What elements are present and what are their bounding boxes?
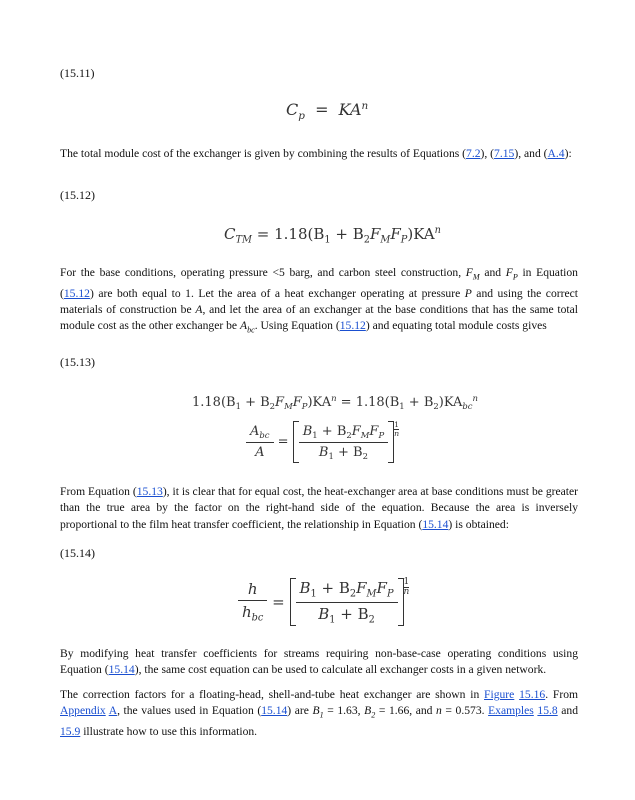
link-eq-a-4[interactable]: A.4 bbox=[547, 147, 565, 160]
link-eq-15-13[interactable]: 15.13 bbox=[136, 485, 163, 498]
equation-number-15-12: (15.12) bbox=[60, 188, 95, 202]
link-appendix-a[interactable]: A bbox=[108, 704, 118, 718]
paragraph-base-conditions: For the base conditions, operating pressure <5 barg, and carbon steel construction, $F_M$ and $F_P$ in Equation (15.12) are both equal to 1. Let the area of a heat exchanger operating at pressure P and using the correct materials of construction be A, and let the area of an exchanger at the base conditions that has the same total module cost as the other exchanger be $A_{bc}$. Using Equation (15.12) and equating total module costs gives bbox=[60, 266, 579, 335]
link-eq-15-12-second[interactable]: 15.12 bbox=[339, 319, 366, 333]
equation-15-12: $C_{TM} = 1.18(B_1 + B_2F_MF_P)KA^n$ bbox=[224, 225, 441, 246]
exponent-1-over-n: $\frac{1}{n}$ bbox=[403, 577, 410, 597]
equation-number-15-14: (15.14) bbox=[60, 546, 95, 560]
paragraph-total-module-cost: The total module cost of the exchanger is given by combining the results of Equations (7.2), (7.15), and (A.4): bbox=[60, 147, 572, 160]
link-figure[interactable]: Figure bbox=[484, 688, 515, 701]
link-appendix[interactable]: Appendix bbox=[60, 704, 106, 718]
link-example-15-8[interactable]: 15.8 bbox=[537, 704, 558, 718]
area-ratio-fraction: $\frac{A_{bc}}{A}$ bbox=[246, 424, 274, 460]
coefficient-ratio-fraction: $\frac{h}{h_{bc}}$ bbox=[238, 580, 267, 623]
equation-15-13-line2: $\frac{A_{bc}}{A}$ = $\frac{B_1 + B_2F_MF_P}{B_1 + B_2}$ $\frac{1}{n}$ bbox=[246, 421, 399, 463]
equation-15-14: $\frac{h}{h_{bc}}$ = $\frac{B_1 + B_2F_MF_P}{B_1 + B_2}$ $\frac{1}{n}$ bbox=[238, 578, 409, 626]
link-eq-7-15[interactable]: 7.15 bbox=[494, 147, 515, 160]
link-eq-15-14-second[interactable]: 15.14 bbox=[108, 663, 135, 677]
equation-15-13-line1: $1.18(B_1 + B_2F_MF_P)KA^n = 1.18(B_1 + B_2)KA_{bc}^n$ bbox=[192, 393, 478, 412]
paragraph-modifying-coefficients: By modifying heat transfer coefficients for streams requiring non-base-case operating conditions using Equation (15.14), the same cost equation can be used to calculate all exchanger costs in a given network. bbox=[60, 647, 578, 677]
link-eq-15-14-third[interactable]: 15.14 bbox=[261, 704, 288, 718]
link-eq-15-12[interactable]: 15.12 bbox=[63, 286, 90, 300]
exponent-1-over-n: $\frac{1}{n}$ bbox=[394, 420, 400, 438]
link-eq-15-14[interactable]: 15.14 bbox=[422, 517, 449, 531]
cost-factor-fraction: $\frac{B_1 + B_2F_MF_P}{B_1 + B_2}$ bbox=[299, 424, 388, 461]
link-eq-7-2[interactable]: 7.2 bbox=[466, 147, 481, 160]
equation-number-15-13: (15.13) bbox=[60, 355, 95, 369]
link-examples[interactable]: Examples bbox=[488, 704, 534, 718]
paragraph-equal-cost: From Equation (15.13), it is clear that for equal cost, the heat-exchanger area at base conditions must be greater than the true area by the factor on the right-hand side of the equation. Because the area is inversely proportional to the film heat transfer coefficient, the relationship in Equation (15.14) is obtained: bbox=[60, 485, 579, 531]
equation-15-11: $C_p = KA^n$ bbox=[286, 100, 369, 122]
equation-number-15-11: (15.11) bbox=[60, 66, 95, 80]
cost-factor-fraction: $\frac{B_1 + B_2F_MF_P}{B_1 + B_2}$ bbox=[296, 579, 398, 625]
link-example-15-9[interactable]: 15.9 bbox=[60, 724, 81, 738]
paragraph-correction-factors: The correction factors for a floating-head, shell-and-tube heat exchanger are shown in Figure 15.16. From Appendix A, the values used in Equation (15.14) are $B_1 = 1.63$, $B_2 = 1.66$, and n = 0.573. Examples 15.8 and 15.9 illustrate how to use this information. bbox=[60, 688, 579, 738]
link-figure-15-16[interactable]: 15.16 bbox=[519, 688, 546, 701]
